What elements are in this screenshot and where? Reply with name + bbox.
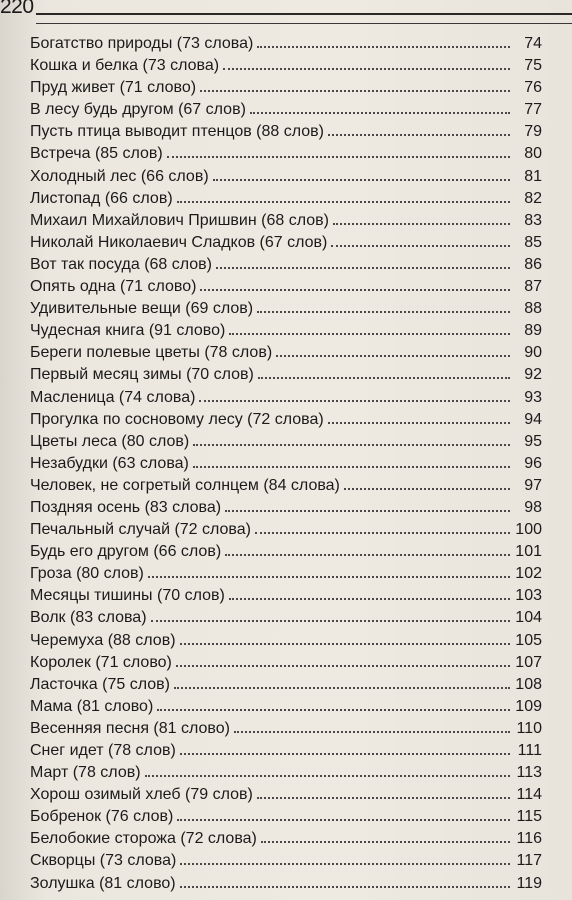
toc-dot-leader (151, 606, 510, 622)
toc-dot-leader (255, 518, 510, 534)
toc-entry (30, 297, 542, 319)
toc-entry-title: В лесу будь другом (67 слов) (30, 101, 246, 119)
toc-entry-page: 109 (515, 697, 542, 715)
toc-entry-title: Волк (83 слова) (30, 609, 147, 627)
toc-dot-leader (176, 651, 510, 667)
toc-entry-page: 81 (524, 167, 542, 185)
toc-entry-page: 110 (516, 719, 542, 737)
toc-dot-leader (180, 629, 510, 645)
toc-dot-leader (225, 496, 510, 512)
toc-entry-page: 98 (524, 498, 542, 516)
toc-entry-page: 101 (515, 543, 542, 561)
toc-entry (30, 496, 542, 518)
toc-entry-page: 116 (516, 830, 542, 848)
toc-dot-leader (276, 341, 510, 357)
toc-entry-title: Прогулка по сосновому лесу (72 слова) (30, 410, 324, 428)
toc-dot-leader (180, 872, 510, 888)
toc-dot-leader (193, 452, 510, 468)
toc-dot-leader (200, 76, 510, 92)
toc-entry-page: 111 (517, 742, 542, 759)
toc-entry (30, 827, 542, 849)
toc-entry (30, 872, 542, 894)
toc-entry (30, 805, 542, 827)
toc-entry-title: Береги полевые цветы (78 слов) (30, 344, 273, 362)
table-of-contents (30, 32, 542, 894)
toc-entry (30, 518, 542, 540)
toc-dot-leader (200, 275, 510, 291)
toc-entry-page: 85 (524, 233, 542, 251)
toc-entry (30, 341, 542, 363)
toc-entry (30, 120, 542, 142)
toc-dot-leader (250, 98, 510, 114)
toc-entry (30, 54, 542, 76)
toc-entry-title: Королек (71 слово) (30, 653, 172, 671)
toc-entry-page: 95 (524, 432, 542, 450)
toc-dot-leader (258, 363, 510, 379)
toc-entry-title: Пусть птица выводит птенцов (88 слов) (30, 123, 324, 141)
toc-entry (30, 783, 542, 805)
toc-entry-title: Будь его другом (66 слов) (30, 543, 222, 561)
toc-dot-leader (257, 32, 510, 48)
toc-dot-leader (157, 695, 510, 711)
toc-entry (30, 717, 542, 739)
header-rule-thick (36, 13, 572, 15)
toc-entry-page: 76 (524, 79, 542, 97)
toc-dot-leader (180, 849, 510, 865)
toc-entry-page: 96 (524, 454, 542, 472)
toc-entry-title: Кошка и белка (73 слова) (30, 57, 220, 75)
toc-entry (30, 584, 542, 606)
toc-entry-page: 104 (515, 609, 542, 627)
toc-entry-title: Чудесная книга (91 слово) (30, 322, 226, 340)
toc-entry (30, 209, 542, 231)
toc-dot-leader (177, 805, 510, 821)
toc-entry-title: Пруд живет (71 слово) (30, 79, 197, 97)
toc-entry-page: 82 (524, 189, 542, 207)
toc-entry-title: Поздняя осень (83 слова) (30, 498, 222, 516)
toc-entry-title: Человек, не согретый солнцем (84 слова) (30, 476, 340, 494)
toc-entry-page: 108 (515, 675, 542, 693)
toc-dot-leader (234, 717, 510, 733)
toc-entry-page: 83 (524, 211, 542, 229)
toc-entry-page: 115 (516, 808, 542, 826)
toc-entry-page: 107 (515, 653, 542, 671)
toc-entry (30, 363, 542, 385)
toc-entry-title: Хорош озимый хлеб (79 слов) (30, 786, 253, 804)
toc-dot-leader (257, 783, 510, 799)
toc-entry (30, 187, 542, 209)
toc-entry (30, 231, 542, 253)
toc-entry-page: 77 (524, 101, 542, 119)
toc-entry-page: 114 (516, 786, 542, 804)
toc-entry-title: Скворцы (73 слова) (30, 852, 177, 870)
toc-entry-page: 105 (515, 631, 542, 649)
toc-entry (30, 98, 542, 120)
toc-dot-leader (216, 253, 510, 269)
toc-entry-title: Опять одна (71 слово) (30, 278, 197, 296)
toc-entry (30, 673, 542, 695)
toc-entry-page: 90 (524, 344, 542, 362)
toc-entry-title: Первый месяц зимы (70 слов) (30, 366, 254, 384)
toc-entry (30, 629, 542, 651)
toc-entry-page: 93 (524, 388, 542, 406)
toc-entry-title: Ласточка (75 слов) (30, 675, 170, 693)
toc-dot-leader (174, 673, 510, 689)
toc-entry (30, 76, 542, 98)
toc-dot-leader (177, 187, 510, 203)
toc-dot-leader (333, 209, 510, 225)
toc-entry-page: 86 (524, 255, 542, 273)
toc-entry-page: 102 (515, 565, 542, 583)
toc-entry-title: Михаил Михайлович Пришвин (68 слов) (30, 211, 329, 229)
toc-dot-leader (257, 297, 510, 313)
toc-entry-page: 87 (524, 278, 542, 296)
toc-entry-page: 94 (524, 410, 542, 428)
toc-entry (30, 319, 542, 341)
toc-entry (30, 275, 542, 297)
toc-entry (30, 761, 542, 783)
toc-dot-leader (180, 739, 510, 755)
header-rule-thin (36, 23, 572, 24)
toc-entry-title: Встреча (85 слов) (30, 145, 163, 163)
page-number: 220 (0, 0, 34, 18)
toc-entry-page: 92 (524, 366, 542, 384)
toc-entry-title: Месяцы тишины (70 слов) (30, 587, 225, 605)
toc-dot-leader (223, 54, 510, 70)
toc-entry-page: 89 (524, 322, 542, 340)
toc-dot-leader (229, 584, 510, 600)
toc-entry-title: Масленица (74 слова) (30, 388, 196, 406)
toc-entry (30, 253, 542, 275)
toc-entry (30, 386, 542, 408)
toc-entry-page: 74 (524, 35, 542, 52)
toc-entry-title: Цветы леса (80 слов) (30, 432, 190, 450)
toc-dot-leader (331, 231, 510, 247)
toc-entry-title: Бобренок (76 слов) (30, 808, 174, 826)
toc-entry (30, 142, 542, 164)
toc-entry-page: 80 (524, 145, 542, 163)
toc-entry (30, 606, 542, 628)
toc-dot-leader (344, 474, 510, 490)
toc-entry-title: Вот так посуда (68 слов) (30, 255, 213, 273)
toc-entry-page: 79 (524, 123, 542, 141)
toc-dot-leader (167, 142, 510, 158)
toc-dot-leader (199, 386, 510, 402)
toc-entry-title: Весенняя песня (81 слово) (30, 719, 230, 737)
toc-entry-title: Снег идет (78 слов) (30, 742, 176, 759)
toc-entry-title: Белобокие сторожа (72 слова) (30, 830, 257, 848)
toc-dot-leader (328, 408, 510, 424)
toc-entry (30, 165, 542, 187)
toc-entry (30, 695, 542, 717)
toc-entry-title: Золушка (81 слово) (30, 874, 176, 892)
toc-entry-page: 88 (524, 300, 542, 318)
toc-dot-leader (145, 761, 510, 777)
toc-entry-page: 97 (524, 476, 542, 494)
toc-dot-leader (193, 430, 510, 446)
toc-entry (30, 739, 542, 761)
toc-entry-title: Холодный лес (66 слов) (30, 167, 209, 185)
toc-entry (30, 562, 542, 584)
toc-entry (30, 651, 542, 673)
toc-dot-leader (328, 120, 510, 136)
toc-entry (30, 474, 542, 496)
toc-entry (30, 849, 542, 871)
toc-entry-title: Удивительные вещи (69 слов) (30, 300, 254, 318)
toc-entry (30, 540, 542, 562)
toc-entry-title: Март (78 слов) (30, 764, 141, 782)
toc-dot-leader (229, 319, 510, 335)
toc-dot-leader (225, 540, 510, 556)
toc-entry (30, 452, 542, 474)
toc-entry-title: Мама (81 слово) (30, 697, 154, 715)
toc-entry-page: 119 (516, 874, 542, 892)
toc-entry (30, 32, 542, 54)
toc-entry-title: Печальный случай (72 слова) (30, 521, 251, 539)
toc-entry-title: Незабудки (63 слова) (30, 454, 189, 472)
toc-dot-leader (148, 562, 510, 578)
toc-entry-title: Гроза (80 слов) (30, 565, 144, 583)
toc-dot-leader (261, 827, 510, 843)
toc-entry-page: 117 (516, 852, 542, 870)
toc-entry-title: Богатство природы (73 слова) (30, 35, 254, 52)
toc-entry-title: Черемуха (88 слов) (30, 631, 176, 649)
toc-entry (30, 408, 542, 430)
toc-entry-page: 103 (515, 587, 542, 605)
toc-entry-title: Николай Николаевич Сладков (67 слов) (30, 233, 328, 251)
toc-entry-page: 113 (516, 764, 542, 782)
toc-entry-page: 75 (524, 57, 542, 75)
toc-entry-page: 100 (515, 521, 542, 539)
toc-entry (30, 430, 542, 452)
toc-entry-title: Листопад (66 слов) (30, 189, 173, 207)
toc-dot-leader (213, 165, 510, 181)
